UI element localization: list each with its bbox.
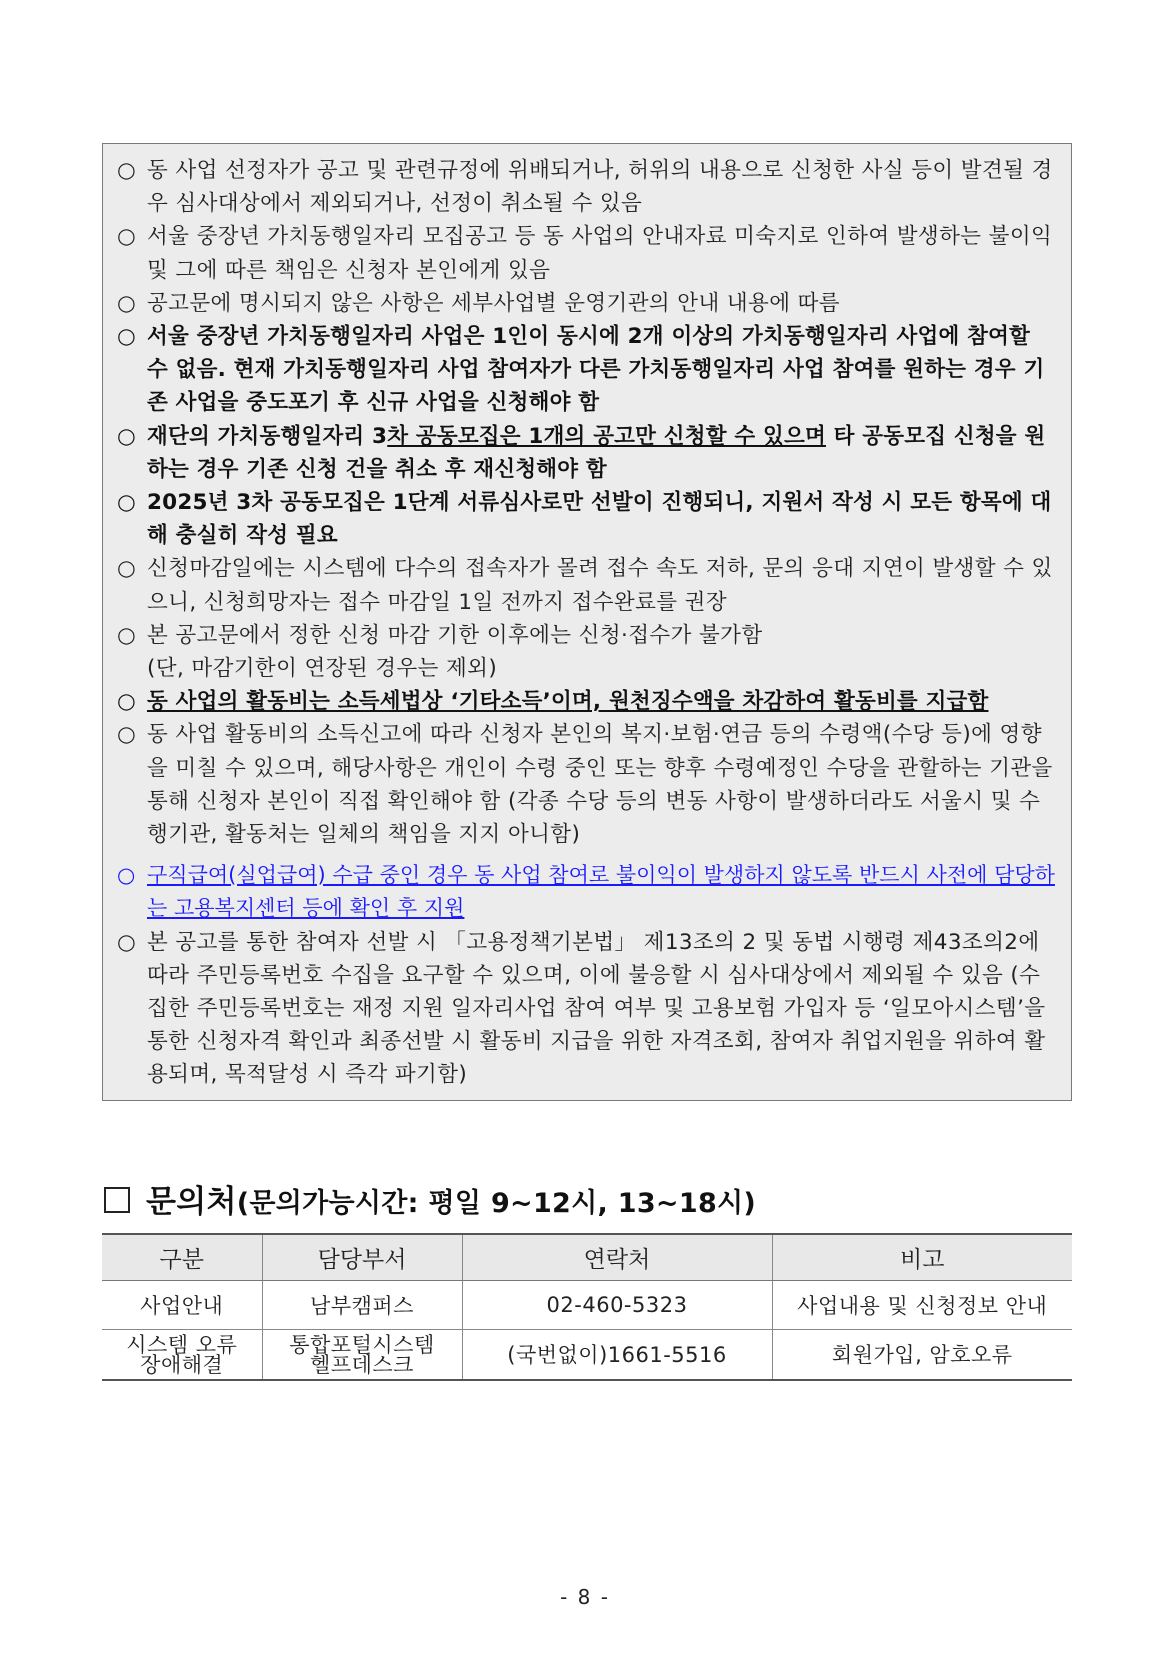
notice-list: [117, 154, 1057, 1092]
circle-bullet-icon: ○: [117, 324, 136, 350]
notice-text: 서울 중장년 가치동행일자리 모집공고 등 동 사업의 안내자료 미숙지로 인하여 발생하는 불이익 및 그에 따른 책임은 신청자 본인에게 있음: [147, 224, 1053, 283]
cell-department: 남부캠퍼스: [262, 1281, 462, 1330]
table-row: [102, 1281, 1072, 1330]
cell-category-line: 장애해결: [140, 1352, 224, 1377]
page-number: - 8 -: [560, 1585, 610, 1609]
contact-section-title: [104, 1176, 756, 1221]
cell-category: [102, 1330, 262, 1381]
circle-bullet-icon: ○: [117, 224, 137, 250]
notice-text: 구직급여(실업급여) 수급 중인 경우 동 사업 참여로 불이익이 발생하지 않도록 반드시 사전에 담당하는 고용복지센터 등에 확인 후 지원: [147, 863, 1055, 921]
notice-text: 서울 중장년 가치동행일자리 사업은 1인이 동시에 2개 이상의 가치동행일자리 사업에 참여할 수 없음. 현재 가치동행일자리 사업 참여자가 다른 가치동행일자리 사업 참여를 원하는 경우 기존 사업을 중도포기 후 신규 사업을 신청해야 함: [147, 324, 1045, 416]
cell-department-line: 헬프데스크: [310, 1352, 414, 1377]
notice-item-bold: [117, 486, 1057, 552]
notice-item-highlight: [117, 859, 1057, 925]
notice-text: 신청마감일에는 시스템에 다수의 접속자가 몰려 접수 속도 저하, 문의 응대 지연이 발생할 수 있으니, 신청희망자는 접수 마감일 1일 전까지 접수완료를 권장: [147, 556, 1053, 615]
notice-item: [117, 619, 1057, 685]
notice-item: [117, 287, 1057, 320]
square-bullet-icon: [104, 1187, 130, 1213]
circle-bullet-icon: ○: [117, 929, 137, 955]
notice-text: 공고문에 명시되지 않은 사항은 세부사업별 운영기관의 안내 내용에 따름: [147, 290, 840, 316]
notice-item: [117, 926, 1057, 1092]
cell-department: [262, 1330, 462, 1381]
notice-item-bold: [117, 420, 1057, 486]
notice-text-end: 타 공동모집 신청을 원하는 경우 기존 신청 건을 취소 후 재신청해야 함: [147, 423, 1046, 482]
circle-bullet-icon: ○: [117, 423, 136, 449]
notice-item-bold: [117, 320, 1057, 420]
notice-item: [117, 220, 1057, 286]
notice-text-note: (단, 마감기한이 연장된 경우는 제외): [147, 656, 498, 682]
circle-bullet-icon: ○: [117, 863, 136, 888]
circle-bullet-icon: ○: [117, 722, 137, 748]
circle-bullet-icon: ○: [117, 622, 137, 648]
contact-title: 문의처: [146, 1184, 237, 1220]
notice-item: [117, 718, 1057, 851]
circle-bullet-icon: ○: [117, 689, 136, 715]
column-header-contact: 연락처: [462, 1234, 772, 1281]
column-header-department: 담당부서: [262, 1234, 462, 1281]
cell-contact: 02-460-5323: [462, 1281, 772, 1330]
notice-text: 2025년 3차 공동모집은 1단계 서류심사로만 선발이 진행되니, 지원서 작성 시 모든 항목에 대해 충실히 작성 필요: [147, 490, 1052, 549]
cell-department-line: 통합포털시스템: [289, 1332, 435, 1357]
cell-note: 사업내용 및 신청정보 안내: [772, 1281, 1072, 1330]
notice-text: 동 사업 활동비의 소득신고에 따라 신청자 본인의 복지·보험·연금 등의 수령액(수당 등)에 영향을 미칠 수 있으며, 해당사항은 개인이 수령 중인 또는 향후 수령예정인 수당을 관할하는 기관을 통해 신청자 본인이 직접 확인해야 함 (각종 수당 등의 변동 사항이 발생하더라도 서울시 및 수행기관, 활동처는 일체의 책임을 지지 아니함): [147, 722, 1053, 848]
cell-category: 사업안내: [102, 1281, 262, 1330]
notice-text: 동 사업의 활동비는 소득세법상 ‘기타소득’이며, 원천징수액을 차감하여 활동비를 지급함: [147, 689, 989, 715]
table-header-row: [102, 1234, 1072, 1281]
cell-note: 회원가입, 암호오류: [772, 1330, 1072, 1381]
contact-table: [102, 1233, 1072, 1381]
column-header-note: 비고: [772, 1234, 1072, 1281]
notice-item-bold-underlined: [117, 685, 1057, 718]
notice-text-start: 재단의 가치동행일자리 3: [147, 423, 388, 449]
circle-bullet-icon: ○: [117, 290, 137, 316]
notice-text-underlined: 차 공동모집은 1개의 공고만 신청할 수 있으며: [387, 423, 826, 449]
circle-bullet-icon: ○: [117, 158, 137, 183]
notice-text: 본 공고문에서 정한 신청 마감 기한 이후에는 신청·접수가 불가함: [147, 622, 763, 648]
notice-item: [117, 552, 1057, 618]
circle-bullet-icon: ○: [117, 490, 136, 516]
cell-contact: (국번없이)1661-5516: [462, 1330, 772, 1381]
notice-box: [102, 143, 1072, 1101]
notice-text: 본 공고를 통한 참여자 선발 시 「고용정책기본법」 제13조의 2 및 동법 시행령 제43조의2에 따라 주민등록번호 수집을 요구할 수 있으며, 이에 불응할 시 심사대상에서 제외될 수 있음 (수집한 주민등록번호는 재정 지원 일자리사업 참여 여부 및 고용보험 가입자 등 ‘일모아시스템’을 통한 신청자격 확인과 최종선발 시 활동비 지급을 위한 자격조회, 참여자 취업지원을 위하여 활용되며, 목적달성 시 즉각 파기함): [147, 929, 1046, 1088]
table-row: [102, 1330, 1072, 1381]
contact-hours: (문의가능시간: 평일 9~12시, 13~18시): [236, 1188, 757, 1219]
notice-text: 동 사업 선정자가 공고 및 관련규정에 위배되거나, 허위의 내용으로 신청한 사실 등이 발견될 경우 심사대상에서 제외되거나, 선정이 취소될 수 있음: [147, 158, 1053, 217]
column-header-category: 구분: [102, 1234, 262, 1281]
cell-category-line: 시스템 오류: [126, 1332, 238, 1357]
circle-bullet-icon: ○: [117, 556, 137, 582]
notice-item: [117, 154, 1057, 220]
